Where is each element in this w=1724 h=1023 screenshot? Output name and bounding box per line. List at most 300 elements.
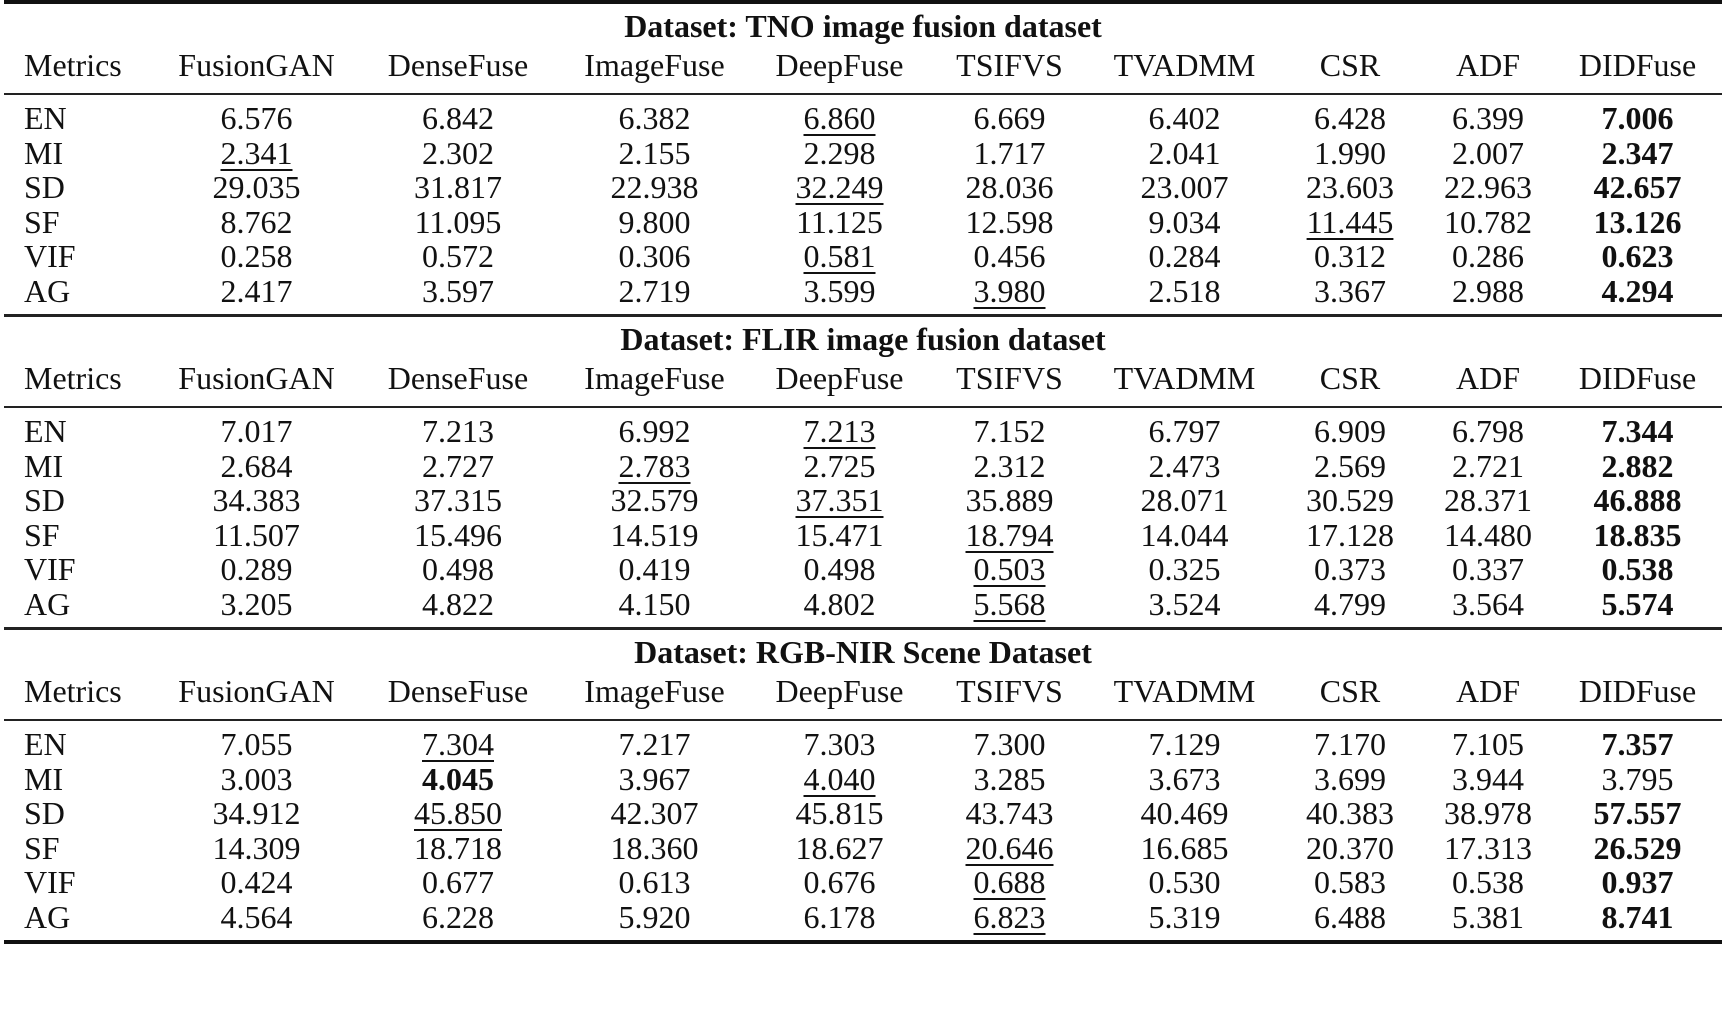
second-best-metric-value: 7.213 [803, 413, 876, 450]
best-metric-value: 42.657 [1593, 169, 1682, 206]
metric-value-cell [927, 762, 1092, 797]
metric-value: 7.303 [803, 726, 876, 763]
metric-value: 38.978 [1444, 795, 1532, 832]
metric-value-cell [1277, 483, 1423, 518]
metric-value-cell [154, 762, 359, 797]
metric-value: 0.286 [1452, 238, 1524, 275]
bottom-rule [4, 940, 1722, 944]
metric-value-cell [1277, 900, 1423, 935]
metric-value: 5.319 [1148, 898, 1221, 935]
metric-value: 12.598 [965, 203, 1054, 240]
metric-value: 5.920 [618, 898, 691, 935]
table-row [4, 205, 1722, 240]
metric-value: 7.017 [220, 413, 293, 450]
metric-value-cell [154, 900, 359, 935]
metric-value-cell [1553, 170, 1722, 205]
metric-value-cell [1277, 205, 1423, 240]
metric-value: 2.719 [618, 272, 691, 309]
metric-label: SF [24, 516, 60, 553]
metric-value-cell [557, 136, 752, 171]
metric-label: AG [24, 585, 71, 622]
metric-value-cell [1553, 587, 1722, 622]
metric-value-cell [1553, 483, 1722, 518]
metric-value-cell [1553, 239, 1722, 274]
metric-value: 18.627 [795, 829, 884, 866]
section-title-row [4, 4, 1722, 43]
method-column-header: CSR [1319, 360, 1381, 396]
method-column-header: DenseFuse [387, 360, 529, 396]
metric-label: EN [24, 100, 67, 137]
metric-value-cell [1553, 900, 1722, 935]
metric-label: MI [24, 134, 64, 171]
metric-value: 14.480 [1444, 516, 1532, 553]
metric-value-cell [154, 587, 359, 622]
metric-value: 1.717 [973, 134, 1046, 171]
column-header-row [4, 356, 1722, 406]
metric-value-cell [752, 552, 927, 587]
metric-value-cell [557, 587, 752, 622]
metric-value: 34.383 [212, 482, 301, 519]
second-best-metric-value: 37.351 [795, 482, 884, 519]
metric-label: SD [24, 795, 65, 832]
metric-value-cell [154, 205, 359, 240]
metric-value: 18.360 [610, 829, 699, 866]
metric-label: EN [24, 726, 67, 763]
metric-value: 0.613 [618, 864, 691, 901]
metric-value: 14.309 [212, 829, 301, 866]
metric-value-cell [557, 796, 752, 831]
metric-value: 40.383 [1306, 795, 1394, 832]
metric-value: 3.564 [1452, 585, 1524, 622]
metric-value-cell [1423, 239, 1553, 274]
metric-value: 45.815 [795, 795, 884, 832]
metric-value: 2.312 [973, 447, 1046, 484]
method-column-header: DenseFuse [387, 673, 529, 709]
metric-value-cell [359, 900, 557, 935]
metric-label: SF [24, 829, 60, 866]
metric-value-cell [752, 518, 927, 553]
metric-value: 17.313 [1444, 829, 1532, 866]
metric-value-cell [927, 518, 1092, 553]
metric-value-cell [1092, 796, 1277, 831]
metric-value: 3.967 [618, 760, 691, 797]
metric-value-cell [1423, 483, 1553, 518]
method-column-header: TSIFVS [956, 360, 1063, 396]
metric-value-cell [557, 449, 752, 484]
metric-value: 0.530 [1148, 864, 1221, 901]
metric-value-cell [359, 865, 557, 900]
metric-value-cell [557, 483, 752, 518]
metric-value: 0.583 [1314, 864, 1386, 901]
metric-value-cell [927, 865, 1092, 900]
table-row [4, 831, 1722, 866]
metric-value-cell [1092, 170, 1277, 205]
metric-value: 0.498 [422, 551, 494, 588]
metric-value: 37.315 [414, 482, 502, 519]
second-best-metric-value: 11.445 [1306, 203, 1394, 240]
metric-value: 4.799 [1314, 585, 1386, 622]
metric-value: 11.095 [414, 203, 502, 240]
metric-value: 34.912 [212, 795, 301, 832]
second-best-metric-value: 0.688 [973, 864, 1046, 901]
metric-value-cell [1092, 900, 1277, 935]
metric-value-cell [359, 101, 557, 136]
metric-value-cell [154, 831, 359, 866]
metric-value-cell [154, 518, 359, 553]
metric-value-cell [1423, 170, 1553, 205]
metric-value: 3.944 [1452, 760, 1524, 797]
metric-value-cell [752, 274, 927, 309]
method-column-header: TSIFVS [956, 47, 1063, 83]
best-metric-value: 26.529 [1593, 829, 1682, 866]
metric-value-cell [1423, 796, 1553, 831]
method-column-header: DIDFuse [1578, 360, 1697, 396]
metric-value: 3.003 [220, 760, 293, 797]
metric-value: 6.399 [1452, 100, 1524, 137]
metric-value-cell [1092, 205, 1277, 240]
metric-value-cell [1553, 101, 1722, 136]
metric-value-cell [359, 483, 557, 518]
metric-value-cell [1092, 865, 1277, 900]
metric-value: 0.337 [1452, 551, 1524, 588]
metric-value: 22.938 [610, 169, 699, 206]
metric-value-cell [1277, 170, 1423, 205]
metric-value-cell [359, 727, 557, 762]
metric-value: 2.721 [1452, 447, 1524, 484]
metric-value-cell [1423, 449, 1553, 484]
method-column-header: FusionGAN [178, 360, 335, 396]
metric-value-cell [752, 587, 927, 622]
metric-value-cell [927, 239, 1092, 274]
metric-value-cell [154, 865, 359, 900]
second-best-metric-value: 3.980 [973, 272, 1046, 309]
metric-value-cell [927, 170, 1092, 205]
metric-value-cell [1423, 414, 1553, 449]
metric-value: 4.150 [618, 585, 691, 622]
metric-value-cell [752, 796, 927, 831]
best-metric-value: 5.574 [1601, 585, 1674, 622]
metric-value: 6.576 [220, 100, 293, 137]
metric-value-cell [752, 205, 927, 240]
best-metric-value: 7.344 [1601, 413, 1674, 450]
metric-value: 2.518 [1148, 272, 1221, 309]
table-row [4, 796, 1722, 831]
metric-value: 3.524 [1148, 585, 1221, 622]
metric-value-cell [1092, 239, 1277, 274]
metric-value-cell [1423, 205, 1553, 240]
method-column-header: DIDFuse [1578, 673, 1697, 709]
metric-value-cell [1423, 101, 1553, 136]
metric-value-cell [557, 239, 752, 274]
metric-value-cell [1277, 274, 1423, 309]
second-best-metric-value: 2.783 [618, 447, 691, 484]
metric-value-cell [1553, 449, 1722, 484]
metric-value-cell [1092, 831, 1277, 866]
metrics-column-header: Metrics [24, 360, 122, 396]
metric-value-cell [927, 449, 1092, 484]
metric-value: 14.519 [610, 516, 699, 553]
metric-value-cell [1553, 205, 1722, 240]
metric-value: 4.802 [803, 585, 876, 622]
metric-value-cell [927, 552, 1092, 587]
metric-value-cell [927, 205, 1092, 240]
metric-value-cell [154, 136, 359, 171]
metric-value: 5.381 [1452, 898, 1524, 935]
metric-value-cell [154, 414, 359, 449]
metric-value-cell [1423, 865, 1553, 900]
method-column-header: FusionGAN [178, 47, 335, 83]
metric-value-cell [557, 170, 752, 205]
table-row [4, 239, 1722, 274]
metric-value: 7.170 [1314, 726, 1386, 763]
metric-value: 3.367 [1314, 272, 1386, 309]
metric-value: 4.564 [220, 898, 293, 935]
column-header-row [4, 43, 1722, 93]
metric-value: 8.762 [220, 203, 293, 240]
metric-value: 0.373 [1314, 551, 1386, 588]
metric-value-cell [927, 483, 1092, 518]
metric-value-cell [1423, 518, 1553, 553]
metric-value-cell [1092, 136, 1277, 171]
metric-value-cell [154, 727, 359, 762]
metric-value: 10.782 [1444, 203, 1532, 240]
column-header-row [4, 669, 1722, 719]
metric-value: 28.371 [1444, 482, 1532, 519]
metric-value: 15.496 [414, 516, 502, 553]
metric-value-cell [154, 483, 359, 518]
metric-value: 40.469 [1140, 795, 1229, 832]
table-row [4, 865, 1722, 900]
metric-value: 28.071 [1140, 482, 1229, 519]
metric-value: 7.055 [220, 726, 293, 763]
best-metric-value: 0.623 [1601, 238, 1674, 275]
section-title: Dataset: FLIR image fusion dataset [620, 321, 1106, 357]
metric-value: 17.128 [1306, 516, 1394, 553]
second-best-metric-value: 5.568 [973, 585, 1046, 622]
table-row [4, 101, 1722, 136]
metric-value-cell [752, 865, 927, 900]
metric-value-cell [359, 274, 557, 309]
metric-value: 2.684 [220, 447, 293, 484]
metric-value: 6.798 [1452, 413, 1524, 450]
metric-value-cell [557, 900, 752, 935]
metric-value-cell [927, 587, 1092, 622]
table-row [4, 414, 1722, 449]
method-column-header: DenseFuse [387, 47, 529, 83]
metric-value-cell [1092, 414, 1277, 449]
metric-value: 2.298 [803, 134, 876, 171]
metric-value: 7.213 [422, 413, 494, 450]
metric-value-cell [1092, 274, 1277, 309]
metric-value-cell [557, 414, 752, 449]
metric-value: 23.603 [1306, 169, 1394, 206]
metric-value: 2.725 [803, 447, 876, 484]
method-column-header: ImageFuse [584, 47, 725, 83]
best-metric-value: 0.538 [1601, 551, 1674, 588]
metric-value-cell [1553, 796, 1722, 831]
metric-value-cell [359, 414, 557, 449]
method-column-header: TVADMM [1113, 673, 1256, 709]
metric-value-cell [1277, 727, 1423, 762]
metric-value-cell [1277, 449, 1423, 484]
metric-value-cell [359, 796, 557, 831]
table-row [4, 727, 1722, 762]
metric-value-cell [1092, 727, 1277, 762]
metric-value-cell [1092, 552, 1277, 587]
metric-value-cell [752, 136, 927, 171]
metric-value: 7.300 [973, 726, 1046, 763]
method-column-header: ADF [1455, 360, 1520, 396]
metric-value: 0.424 [220, 864, 293, 901]
metric-label: MI [24, 447, 64, 484]
metric-value: 28.036 [965, 169, 1054, 206]
metric-label: SD [24, 482, 65, 519]
metric-value-cell [752, 101, 927, 136]
second-best-metric-value: 0.503 [973, 551, 1046, 588]
table-row [4, 136, 1722, 171]
metric-value-cell [752, 900, 927, 935]
second-best-metric-value: 7.304 [422, 726, 494, 763]
metric-value: 2.727 [422, 447, 494, 484]
metric-value-cell [154, 552, 359, 587]
metric-value-cell [1092, 101, 1277, 136]
best-metric-value: 13.126 [1593, 203, 1682, 240]
metric-value: 6.992 [618, 413, 691, 450]
metric-value: 3.597 [422, 272, 494, 309]
metric-value-cell [1423, 136, 1553, 171]
metric-value: 2.988 [1452, 272, 1524, 309]
metric-value-cell [359, 205, 557, 240]
metric-value: 2.302 [422, 134, 494, 171]
metric-value: 0.306 [618, 238, 691, 275]
metric-value-cell [1092, 762, 1277, 797]
metric-value: 3.673 [1148, 760, 1221, 797]
metric-value-cell [752, 239, 927, 274]
metric-value: 4.822 [422, 585, 494, 622]
metric-value-cell [154, 170, 359, 205]
metric-value: 0.284 [1148, 238, 1221, 275]
method-column-header: DeepFuse [775, 360, 904, 396]
metric-value-cell [1277, 136, 1423, 171]
method-column-header: CSR [1319, 673, 1381, 709]
table-row [4, 762, 1722, 797]
best-metric-value: 7.006 [1601, 100, 1674, 137]
metric-value-cell [359, 518, 557, 553]
metric-value-cell [927, 136, 1092, 171]
metric-value: 6.488 [1314, 898, 1386, 935]
metric-value: 2.041 [1148, 134, 1221, 171]
metric-value: 0.498 [803, 551, 876, 588]
metric-value-cell [1423, 762, 1553, 797]
metric-value: 0.419 [618, 551, 691, 588]
metric-value: 29.035 [212, 169, 301, 206]
metric-value: 11.125 [796, 203, 883, 240]
method-column-header: TVADMM [1113, 47, 1256, 83]
metric-value-cell [927, 900, 1092, 935]
metric-value-cell [927, 101, 1092, 136]
metric-label: VIF [24, 238, 76, 275]
metric-value: 0.676 [803, 864, 876, 901]
metric-value: 0.456 [973, 238, 1046, 275]
metric-value-cell [1423, 552, 1553, 587]
metric-value: 0.538 [1452, 864, 1524, 901]
method-column-header: TSIFVS [956, 673, 1063, 709]
metric-value-cell [1553, 865, 1722, 900]
best-metric-value: 2.882 [1601, 447, 1674, 484]
metric-value-cell [557, 274, 752, 309]
metric-value-cell [557, 205, 752, 240]
metric-value-cell [1553, 414, 1722, 449]
metric-value: 0.258 [220, 238, 293, 275]
metric-value-cell [1553, 518, 1722, 553]
metric-value: 6.909 [1314, 413, 1386, 450]
metric-value-cell [1553, 831, 1722, 866]
metric-label: SD [24, 169, 65, 206]
method-column-header: ADF [1455, 47, 1520, 83]
method-column-header: ImageFuse [584, 673, 725, 709]
metric-value-cell [752, 414, 927, 449]
metric-value: 0.677 [422, 864, 494, 901]
metric-value-cell [1277, 762, 1423, 797]
metric-value-cell [359, 136, 557, 171]
section-title: Dataset: RGB-NIR Scene Dataset [634, 634, 1092, 670]
metric-value-cell [927, 831, 1092, 866]
metric-value: 0.325 [1148, 551, 1221, 588]
metric-value-cell [1277, 239, 1423, 274]
metric-value: 3.285 [973, 760, 1046, 797]
metric-value-cell [1423, 831, 1553, 866]
method-column-header: DeepFuse [775, 673, 904, 709]
metric-value-cell [1553, 274, 1722, 309]
metric-value: 6.382 [618, 100, 691, 137]
metric-value: 20.370 [1306, 829, 1394, 866]
metric-value-cell [752, 483, 927, 518]
metric-value-cell [1092, 518, 1277, 553]
table-row [4, 587, 1722, 622]
metric-value: 2.569 [1314, 447, 1386, 484]
metric-value-cell [557, 865, 752, 900]
metric-label: VIF [24, 864, 76, 901]
metric-value-cell [1277, 796, 1423, 831]
metric-value-cell [359, 587, 557, 622]
metric-value-cell [1553, 727, 1722, 762]
metric-value-cell [154, 239, 359, 274]
metric-value: 6.842 [422, 100, 494, 137]
section-title: Dataset: TNO image fusion dataset [624, 8, 1102, 44]
section-title-row [4, 630, 1722, 669]
metric-value: 7.152 [973, 413, 1046, 450]
metric-value: 3.599 [803, 272, 876, 309]
metric-value: 15.471 [795, 516, 884, 553]
table-row [4, 274, 1722, 309]
method-column-header: DeepFuse [775, 47, 904, 83]
metric-label: VIF [24, 551, 76, 588]
metric-value: 16.685 [1140, 829, 1229, 866]
second-best-metric-value: 45.850 [414, 795, 502, 832]
second-best-metric-value: 32.249 [795, 169, 884, 206]
table-row [4, 449, 1722, 484]
second-best-metric-value: 6.823 [973, 898, 1046, 935]
metric-value: 2.417 [220, 272, 293, 309]
metric-value: 11.507 [213, 516, 300, 553]
metric-value-cell [1423, 900, 1553, 935]
metric-value: 7.105 [1452, 726, 1524, 763]
metric-value: 0.572 [422, 238, 494, 275]
metric-value-cell [359, 552, 557, 587]
method-column-header: TVADMM [1113, 360, 1256, 396]
metric-value-cell [927, 274, 1092, 309]
metric-value-cell [359, 831, 557, 866]
